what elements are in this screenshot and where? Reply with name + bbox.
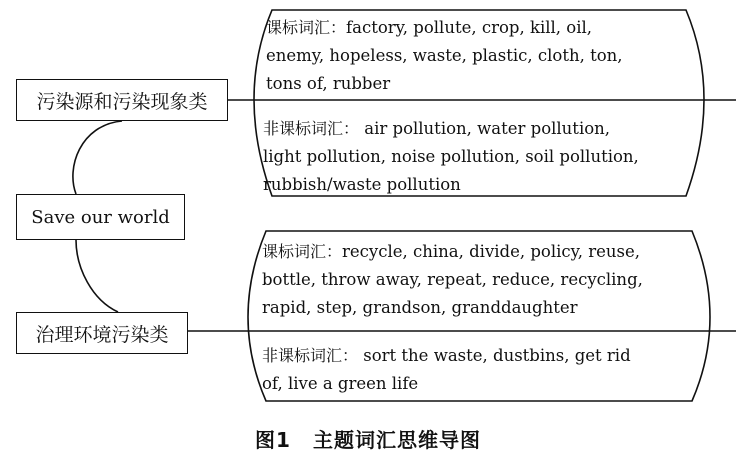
vocab-group-curriculum-words [266,14,623,98]
vocab-line: rapid, step, grandson, granddaughter [262,298,578,317]
vocab-line: light pollution, noise pollution, soil pollution, [263,147,639,166]
branch-label: 污染源和污染现象类 [36,90,208,113]
vocab-words: recycle, china, divide, policy, reuse, [342,242,641,261]
figure-number: 图1 [255,428,291,452]
vocab-words: factory, pollute, crop, kill, oil, [346,18,593,37]
vocab-line: tons of, rubber [266,74,391,93]
vocab-heading: 非课标词汇： [263,119,360,138]
vocab-line: of, live a green life [262,374,419,393]
vocab-words: air pollution, water pollution, [359,119,611,138]
root-node-label: Save our world [31,206,170,228]
vocab-words: sort the waste, dustbins, get rid [358,346,631,365]
figure-caption [0,424,736,453]
root-to-branch2-curve [76,240,118,312]
vocab-group-curriculum-words [262,238,643,322]
vocab-line: rubbish/waste pollution [263,175,461,194]
root-node [16,194,185,240]
vocab-heading: 课标词汇： [266,18,347,37]
vocab-line [263,115,639,143]
vocab-line [266,14,623,42]
branch-node-pollution-control [16,312,188,354]
figure-title: 主题词汇思维导图 [312,428,481,452]
vocab-heading: 课标词汇： [262,242,343,261]
branch-node-pollution-sources [16,79,228,121]
vocab-line: enemy, hopeless, waste, plastic, cloth, ton, [266,46,623,65]
root-to-branch1-curve [73,121,122,194]
vocab-line [262,238,643,266]
branch-label: 治理环境污染类 [35,323,169,346]
vocab-group-non-curriculum-words [262,342,631,398]
vocab-group-non-curriculum-words [263,115,639,199]
vocab-line [262,342,631,370]
vocab-line: bottle, throw away, repeat, reduce, recycling, [262,270,643,289]
vocab-heading: 非课标词汇： [262,346,359,365]
